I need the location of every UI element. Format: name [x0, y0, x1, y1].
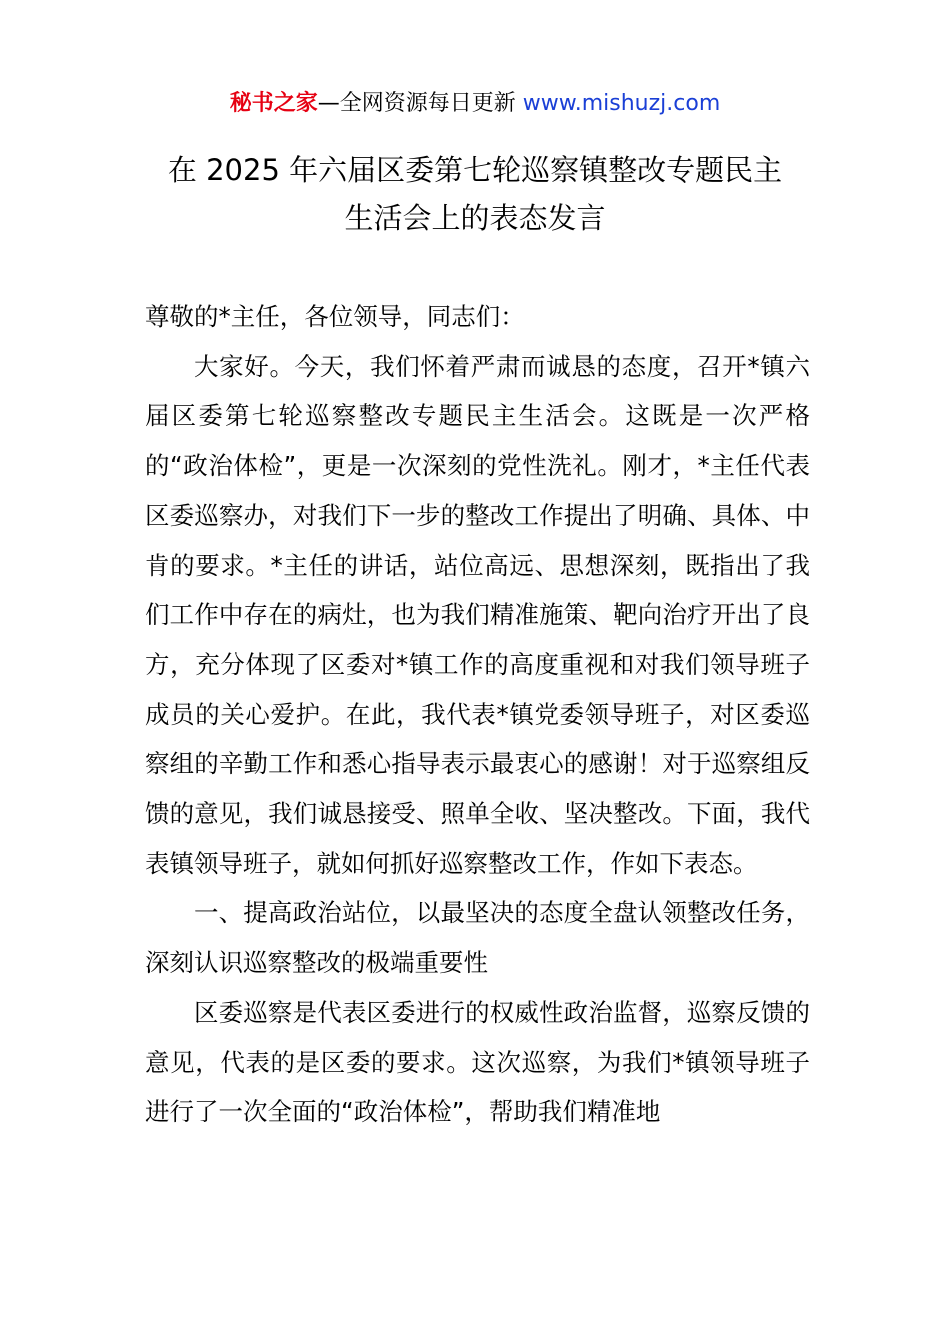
site-brand: 秘书之家	[229, 91, 318, 116]
paragraph-section-1: 区委巡察是代表区委进行的权威性政治监督，巡察反馈的意见，代表的是区委的要求。这次巡察，为我们*镇领导班子进行了一次全面的“政治体检”，帮助我们精准地	[145, 997, 810, 1127]
site-header	[0, 88, 950, 120]
paragraph-opening: 大家好。今天，我们怀着严肃而诚恳的态度，召开*镇六届区委第七轮巡察整改专题民主生活会。这既是一次严格的“政治体检”，更是一次深刻的党性洗礼。刚才，*主任代表区委巡察办，对我们下一步的整改工作提出了明确、具体、中肯的要求。*主任的讲话，站位高远、思想深刻，既指出了我们工作中存在的病灶，也为我们精准施策、靶向治疗开出了良方，充分体现了区委对*镇工作的高度重视和对我们领导班子成员的关心爱护。在此，我代表*镇党委领导班子，对区委巡察组的辛勤工作和悉心指导表示最衷心的感谢！对于巡察组反馈的意见，我们诚恳接受、照单全收、坚决整改。下面，我代表镇领导班子，就如何抓好巡察整改工作，作如下表态。	[145, 351, 810, 878]
site-tagline: —全网资源每日更新	[317, 91, 523, 116]
document-title-line-1: 在 2025 年六届区委第七轮巡察镇整改专题民主	[167, 153, 783, 187]
site-url-link[interactable]: www.mishuzj.com	[522, 91, 721, 116]
document-title-line-2: 生活会上的表态发言	[344, 201, 606, 235]
salutation: 尊敬的*主任，各位领导，同志们：	[145, 302, 525, 331]
section-heading-1: 一、提高政治站位，以最坚决的态度全盘认领整改任务，深刻认识巡察整改的极端重要性	[145, 898, 810, 978]
document-body	[145, 292, 810, 1137]
